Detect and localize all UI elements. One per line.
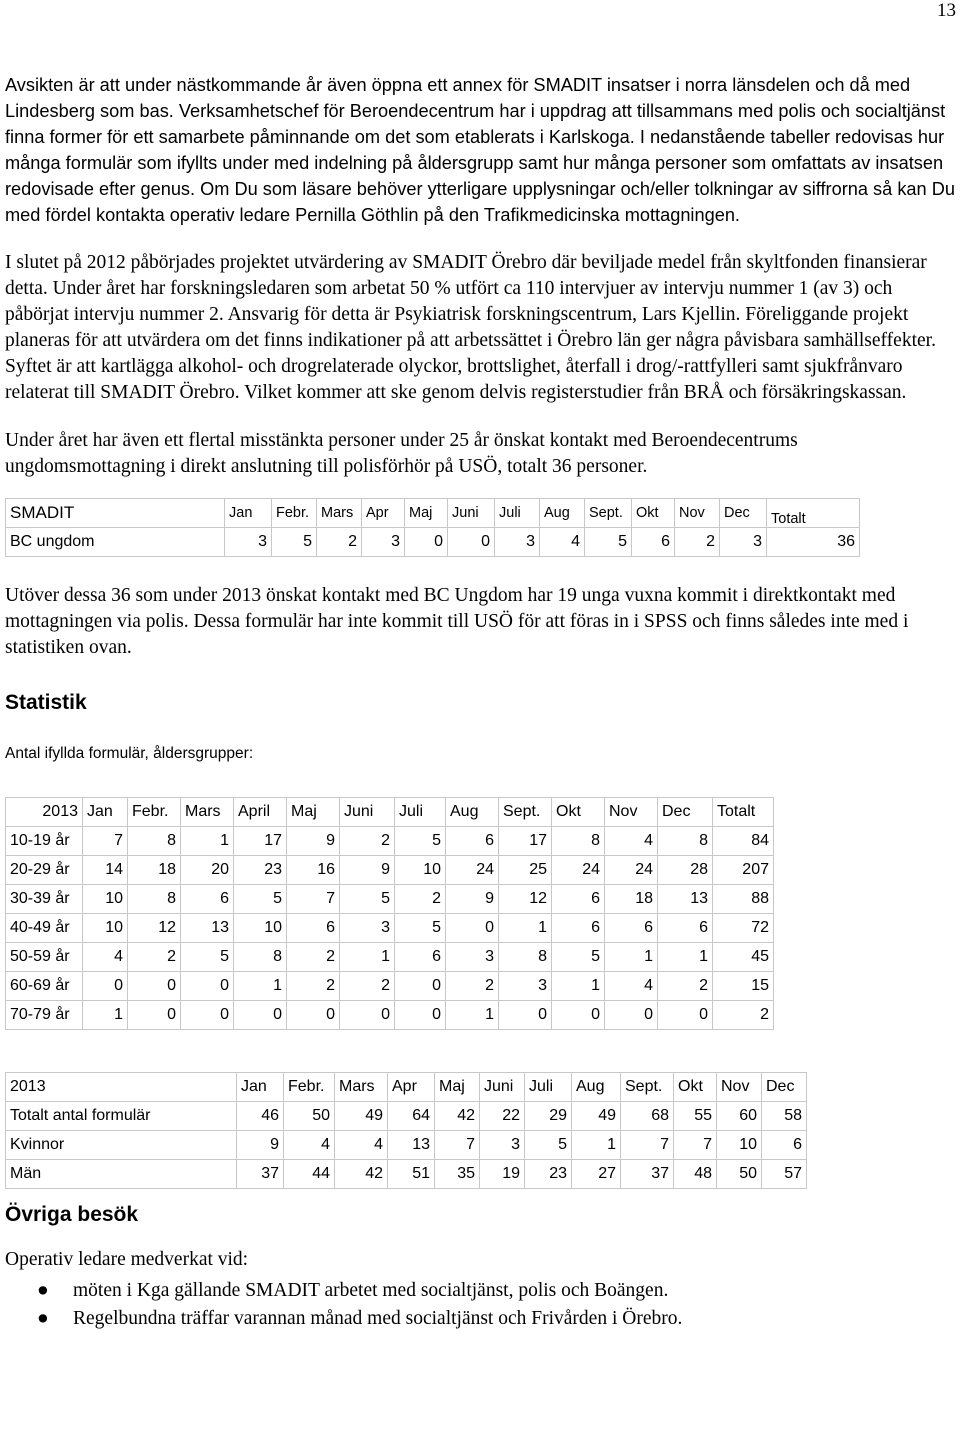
table-cell: 19 — [480, 1160, 525, 1189]
table-row — [6, 1001, 774, 1030]
section-heading-ovriga: Övriga besök — [5, 1203, 139, 1226]
table-cell: 20 — [181, 856, 234, 885]
table-cell: 16 — [287, 856, 340, 885]
table-cell: 18 — [128, 856, 181, 885]
table-cell: 7 — [674, 1131, 717, 1160]
table-cell: 1 — [234, 972, 287, 1001]
table-cell: Okt — [632, 499, 675, 528]
table-cell: Okt — [674, 1073, 717, 1102]
table-cell: 5 — [585, 528, 632, 557]
table-cell: 3 — [720, 528, 767, 557]
table-cell: Dec — [658, 798, 713, 827]
table-row — [6, 972, 774, 1001]
table-cell: Febr. — [284, 1073, 335, 1102]
table-cell: 6 — [658, 914, 713, 943]
table-header-row — [6, 499, 860, 528]
table-cell: 6 — [446, 827, 499, 856]
table-cell: Jan — [237, 1073, 284, 1102]
table-cell: 50 — [284, 1102, 335, 1131]
table-cell: 0 — [658, 1001, 713, 1030]
table-cell: 64 — [388, 1102, 435, 1131]
table-cell: 4 — [83, 943, 128, 972]
table-gender — [5, 1072, 807, 1189]
table-cell: 3 — [225, 528, 272, 557]
table-bc-ungdom — [5, 498, 860, 557]
row-label-cell: 20-29 år — [6, 856, 83, 885]
table-cell: 37 — [621, 1160, 674, 1189]
table-cell: Sept. — [621, 1073, 674, 1102]
table-cell: 18 — [605, 885, 658, 914]
table-cell: 88 — [713, 885, 774, 914]
table-cell: Mars — [317, 499, 362, 528]
table-cell: Nov — [675, 499, 720, 528]
table-cell: 37 — [237, 1160, 284, 1189]
table-cell: Aug — [540, 499, 585, 528]
table-cell: 0 — [287, 1001, 340, 1030]
table-cell: 9 — [340, 856, 395, 885]
table-cell: 6 — [287, 914, 340, 943]
paragraph-additional: Utöver dessa 36 som under 2013 önskat kontakt med BC Ungdom har 19 unga vuxna kommit i direktkontakt med mottagningen via polis. Dessa formulär har inte kommit till USÖ för att föras in i SPSS och finns således inte med i statistiken ovan. — [5, 585, 909, 658]
paragraph-youth-contact: Under året har även ett flertal misstänkta personer under 25 år önskat kontakt med Beroendecentrums ungdomsmottagning i direkt anslutning till polisförhör på USÖ, totalt 36 personer. — [5, 430, 798, 477]
table-cell: 6 — [632, 528, 675, 557]
table-cell: 0 — [234, 1001, 287, 1030]
table-cell: 6 — [395, 943, 446, 972]
table-cell: Maj — [405, 499, 448, 528]
table-row — [6, 1160, 807, 1189]
table-cell: 72 — [713, 914, 774, 943]
table-cell: 50 — [717, 1160, 762, 1189]
table-cell: 49 — [335, 1102, 388, 1131]
row-label-cell: 2013 — [6, 1073, 237, 1102]
table-cell: 0 — [83, 972, 128, 1001]
table-cell: 68 — [621, 1102, 674, 1131]
table-cell: 2 — [317, 528, 362, 557]
table-cell: 17 — [234, 827, 287, 856]
table-cell: 12 — [499, 885, 552, 914]
table-cell: Febr. — [272, 499, 317, 528]
table-cell: 0 — [181, 1001, 234, 1030]
table-cell: 0 — [340, 1001, 395, 1030]
table-cell: 22 — [480, 1102, 525, 1131]
table-cell: Sept. — [499, 798, 552, 827]
table-cell: 60 — [717, 1102, 762, 1131]
table-cell: 1 — [552, 972, 605, 1001]
table-cell: April — [234, 798, 287, 827]
table-cell: 10 — [717, 1131, 762, 1160]
table-cell: 2 — [395, 885, 446, 914]
row-label-cell: 30-39 år — [6, 885, 83, 914]
table-cell: Totalt — [767, 499, 860, 528]
table-cell: 35 — [435, 1160, 480, 1189]
row-label-cell: 70-79 år — [6, 1001, 83, 1030]
table-cell: 5 — [340, 885, 395, 914]
table-cell: 6 — [181, 885, 234, 914]
table-cell: 15 — [713, 972, 774, 1001]
table-cell: 9 — [237, 1131, 284, 1160]
table-cell: 0 — [499, 1001, 552, 1030]
table-cell: 1 — [83, 1001, 128, 1030]
table-cell: 5 — [525, 1131, 572, 1160]
table-cell: 10 — [83, 885, 128, 914]
table-cell: 8 — [128, 827, 181, 856]
table-cell: 49 — [572, 1102, 621, 1131]
table-cell: 45 — [713, 943, 774, 972]
table-cell: 8 — [234, 943, 287, 972]
table-cell: 3 — [499, 972, 552, 1001]
table-row — [6, 856, 774, 885]
table-cell: Juni — [340, 798, 395, 827]
table-cell: 2 — [340, 972, 395, 1001]
table-cell: 2 — [675, 528, 720, 557]
table-cell: 4 — [605, 827, 658, 856]
row-label-cell: BC ungdom — [6, 528, 225, 557]
table-cell: 0 — [395, 1001, 446, 1030]
page-number: 13 — [937, 0, 956, 21]
table-cell: 27 — [572, 1160, 621, 1189]
table-cell: 4 — [284, 1131, 335, 1160]
table-cell: 13 — [181, 914, 234, 943]
table-cell: 44 — [284, 1160, 335, 1189]
table-cell: 24 — [446, 856, 499, 885]
table-cell: Juli — [525, 1073, 572, 1102]
table-cell: 4 — [605, 972, 658, 1001]
table-cell: 6 — [552, 914, 605, 943]
table-cell: 29 — [525, 1102, 572, 1131]
table-cell: Maj — [435, 1073, 480, 1102]
table-cell: 6 — [605, 914, 658, 943]
table-age-groups — [5, 797, 774, 1030]
table-cell: 0 — [395, 972, 446, 1001]
table-cell: 23 — [234, 856, 287, 885]
table-cell: 8 — [552, 827, 605, 856]
table-row — [6, 943, 774, 972]
table-cell: 42 — [335, 1160, 388, 1189]
table-cell: 12 — [128, 914, 181, 943]
table-cell: 2 — [446, 972, 499, 1001]
table-cell: Aug — [572, 1073, 621, 1102]
table-cell: 0 — [181, 972, 234, 1001]
table-cell: 8 — [658, 827, 713, 856]
table-cell: 1 — [340, 943, 395, 972]
table-cell: 4 — [335, 1131, 388, 1160]
table-cell: 2 — [287, 943, 340, 972]
table-cell: 57 — [762, 1160, 807, 1189]
row-label-cell: 10-19 år — [6, 827, 83, 856]
row-label-cell: 60-69 år — [6, 972, 83, 1001]
table-cell: 0 — [405, 528, 448, 557]
table-cell: 3 — [480, 1131, 525, 1160]
table-cell: 0 — [128, 972, 181, 1001]
table-cell: 5 — [395, 914, 446, 943]
table-cell: 1 — [499, 914, 552, 943]
table-cell: 7 — [83, 827, 128, 856]
table-cell: 1 — [658, 943, 713, 972]
table-cell: 9 — [446, 885, 499, 914]
table-caption: Antal ifyllda formulär, åldersgrupper: — [5, 745, 254, 762]
table-cell: 9 — [287, 827, 340, 856]
table-cell: Febr. — [128, 798, 181, 827]
table-row — [6, 1131, 807, 1160]
paragraph-intro: Avsikten är att under nästkommande år även öppna ett annex för SMADIT insatser i norra länsdelen och då med Lindesberg som bas. Verksamhetschef för Beroendecentrum har i uppdrag att tillsammans med polis och socialtjänst finna former för ett samarbete påminnande om det som etablerats i Karlskoga. I nedanstående tabeller redovisas hur många formulär som ifyllts under med indelning på åldersgrupp samt hur många personer som omfattats av insatsen redovisade efter genus. Om Du som läsare behöver ytterligare upplysningar och/eller tolkningar av siffrorna så kan Du med fördel kontakta operativ ledare Pernilla Göthlin på den Trafikmedicinska mottagningen. — [5, 75, 955, 225]
bullet-list — [5, 1277, 957, 1333]
table-cell: Juli — [495, 499, 540, 528]
table-cell: 10 — [83, 914, 128, 943]
table-cell: Apr — [362, 499, 405, 528]
table-cell: 51 — [388, 1160, 435, 1189]
document-body — [5, 72, 957, 1333]
table-cell: 5 — [395, 827, 446, 856]
table-cell: Dec — [762, 1073, 807, 1102]
table-cell: 7 — [287, 885, 340, 914]
table-cell: 8 — [128, 885, 181, 914]
table-cell: 0 — [128, 1001, 181, 1030]
table-row — [6, 914, 774, 943]
table-cell: 36 — [767, 528, 860, 557]
table-header-row — [6, 798, 774, 827]
table-cell: Nov — [605, 798, 658, 827]
row-label-cell: 40-49 år — [6, 914, 83, 943]
table-cell: 3 — [495, 528, 540, 557]
table-cell: 55 — [674, 1102, 717, 1131]
row-label-cell: Kvinnor — [6, 1131, 237, 1160]
table-row — [6, 1102, 807, 1131]
table-cell: Totalt — [713, 798, 774, 827]
table-cell: Jan — [83, 798, 128, 827]
row-label-cell: 50-59 år — [6, 943, 83, 972]
table-cell: Juni — [448, 499, 495, 528]
list-item: ● Regelbundna träffar varannan månad med socialtjänst och Frivården i Örebro. — [73, 1305, 957, 1333]
row-label-cell: Män — [6, 1160, 237, 1189]
table-cell: 1 — [446, 1001, 499, 1030]
table-cell: 2 — [658, 972, 713, 1001]
table-cell: Mars — [181, 798, 234, 827]
table-cell: 1 — [605, 943, 658, 972]
table-cell: Apr — [388, 1073, 435, 1102]
paragraph-evaluation: I slutet på 2012 påbörjades projektet utvärdering av SMADIT Örebro där beviljade medel från skyltfonden finansierar detta. Under året har forskningsledaren som arbetat 50 % utfört ca 110 intervjuer av intervju nummer 1 (av 3) och påbörjat intervju nummer 2. Ansvarig för detta är Psykiatrisk forskningscentrum, Lars Kjellin. Föreliggande projekt planeras för att utvärdera om det finns indikationer på att arbetssättet i Örebro län ger några påvisbara samhällseffekter. Syftet är att kartlägga alkohol- och drogrelaterade olyckor, brottslighet, återfall i drog/-rattfylleri samt sjukfrånvaro relaterat till SMADIT Örebro. Vilket kommer att ske genom delvis registerstudier från BRÅ och försäkringskassan. — [5, 252, 936, 403]
table-cell: 5 — [234, 885, 287, 914]
table-cell: 0 — [552, 1001, 605, 1030]
table-cell: 2 — [128, 943, 181, 972]
table-cell: 84 — [713, 827, 774, 856]
table-cell: 3 — [446, 943, 499, 972]
table-cell: 0 — [448, 528, 495, 557]
table-cell: 5 — [272, 528, 317, 557]
table-cell: Aug — [446, 798, 499, 827]
table-row — [6, 528, 860, 557]
table-cell: 13 — [658, 885, 713, 914]
table-cell: 8 — [499, 943, 552, 972]
table-cell: Okt — [552, 798, 605, 827]
table-cell: 13 — [388, 1131, 435, 1160]
table-cell: 25 — [499, 856, 552, 885]
table-cell: Dec — [720, 499, 767, 528]
table-cell: 2 — [340, 827, 395, 856]
table-cell: 1 — [181, 827, 234, 856]
table-cell: 7 — [621, 1131, 674, 1160]
table-cell: 58 — [762, 1102, 807, 1131]
table-cell: 6 — [762, 1131, 807, 1160]
table-cell: 10 — [234, 914, 287, 943]
row-label-cell: 2013 — [6, 798, 83, 827]
table-cell: 5 — [552, 943, 605, 972]
table-cell: 207 — [713, 856, 774, 885]
table-cell: 2 — [287, 972, 340, 1001]
table-cell: 6 — [552, 885, 605, 914]
row-label-cell: Totalt antal formulär — [6, 1102, 237, 1131]
table-cell: 48 — [674, 1160, 717, 1189]
table-header-row — [6, 1073, 807, 1102]
table-cell: 10 — [395, 856, 446, 885]
table-cell: 46 — [237, 1102, 284, 1131]
table-cell: 24 — [605, 856, 658, 885]
table-cell: 24 — [552, 856, 605, 885]
operativ-label: Operativ ledare medverkat vid: — [5, 1249, 249, 1270]
table-cell: 23 — [525, 1160, 572, 1189]
table-cell: Juni — [480, 1073, 525, 1102]
table-cell: 5 — [181, 943, 234, 972]
row-label-cell: SMADIT — [6, 499, 225, 528]
table-cell: 3 — [340, 914, 395, 943]
table-cell: 0 — [446, 914, 499, 943]
bullet-icon: ● — [37, 1308, 49, 1329]
table-cell: 28 — [658, 856, 713, 885]
section-heading-statistik: Statistik — [5, 691, 87, 714]
table-cell: 2 — [713, 1001, 774, 1030]
table-cell: 3 — [362, 528, 405, 557]
table-cell: 14 — [83, 856, 128, 885]
table-row — [6, 885, 774, 914]
table-cell: Jan — [225, 499, 272, 528]
table-cell: Maj — [287, 798, 340, 827]
list-item: ● möten i Kga gällande SMADIT arbetet med socialtjänst, polis och Boängen. — [73, 1277, 957, 1305]
table-cell: 42 — [435, 1102, 480, 1131]
table-cell: 7 — [435, 1131, 480, 1160]
table-cell: 17 — [499, 827, 552, 856]
table-cell: Nov — [717, 1073, 762, 1102]
table-cell: 4 — [540, 528, 585, 557]
table-cell: Sept. — [585, 499, 632, 528]
table-cell: 1 — [572, 1131, 621, 1160]
bullet-icon: ● — [37, 1280, 49, 1301]
table-cell: Juli — [395, 798, 446, 827]
table-cell: 0 — [605, 1001, 658, 1030]
table-cell: Mars — [335, 1073, 388, 1102]
table-row — [6, 827, 774, 856]
